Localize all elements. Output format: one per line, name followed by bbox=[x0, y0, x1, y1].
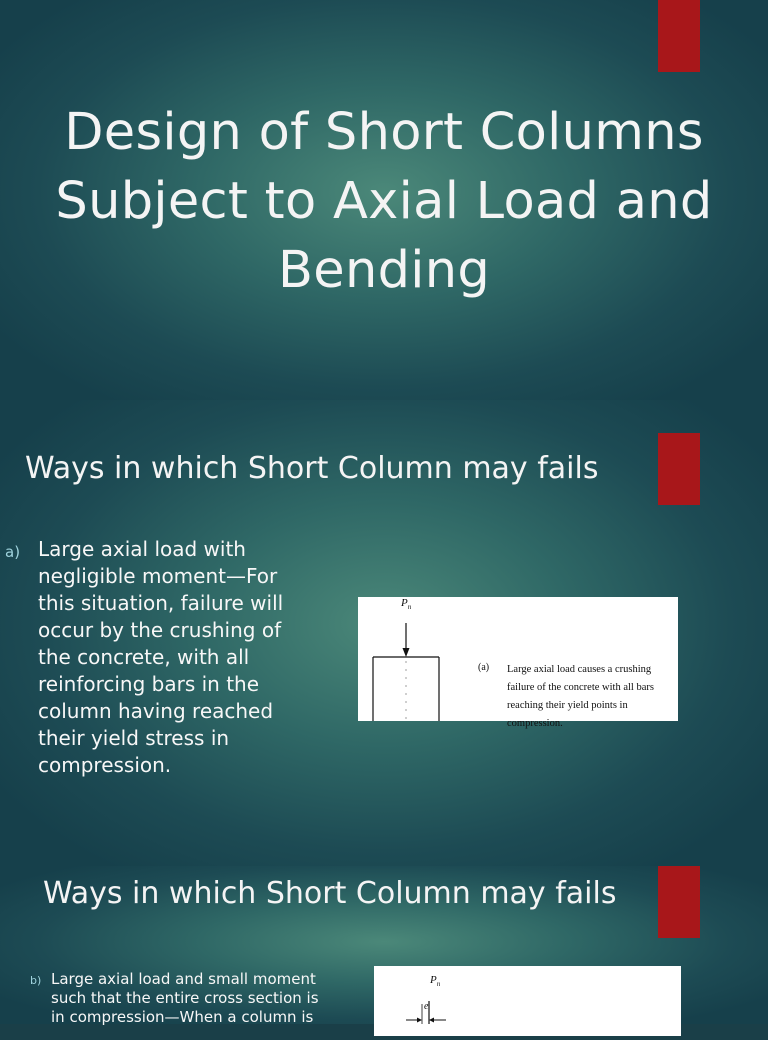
accent-bar bbox=[658, 0, 700, 72]
slide-title: Design of Short Columns Subject to Axial Load and Bending bbox=[55, 103, 713, 300]
load-label: $P_n$ bbox=[401, 597, 412, 612]
caption-marker: (a) bbox=[478, 662, 490, 673]
figure-axial-load bbox=[358, 597, 678, 729]
list-item-text: Large axial load and small moment such that the entire cross section is in compression—When a column is bbox=[51, 970, 319, 1026]
list-marker: a) bbox=[5, 543, 21, 561]
figure-eccentric-load bbox=[374, 966, 681, 1036]
load-arrow-head bbox=[403, 648, 410, 657]
slide-failure-mode-b bbox=[0, 866, 768, 1024]
dimension-arrow-left bbox=[417, 1018, 422, 1023]
figure-caption: Large axial load causes a crushing failure of the concrete with all bars reaching their yield points in compression. bbox=[507, 664, 654, 729]
eccentricity-label: e bbox=[424, 1001, 429, 1012]
slide-failure-mode-a bbox=[0, 400, 768, 866]
list-marker: b) bbox=[30, 974, 42, 987]
slide-heading: Ways in which Short Column may fails bbox=[43, 876, 617, 911]
load-label: $P_n$ bbox=[430, 974, 441, 989]
slide-heading: Ways in which Short Column may fails bbox=[25, 451, 599, 486]
accent-bar bbox=[658, 866, 700, 938]
dimension-arrow-right bbox=[429, 1018, 434, 1023]
title-slide bbox=[0, 0, 768, 400]
eccentricity-diagram bbox=[374, 966, 681, 1036]
accent-bar bbox=[658, 433, 700, 505]
list-item-text: Large axial load with negligible moment—For this situation, failure will occur by the crushing of the concrete, with all reinforcing bars in the column having reached their yield stress in compression. bbox=[38, 537, 284, 777]
